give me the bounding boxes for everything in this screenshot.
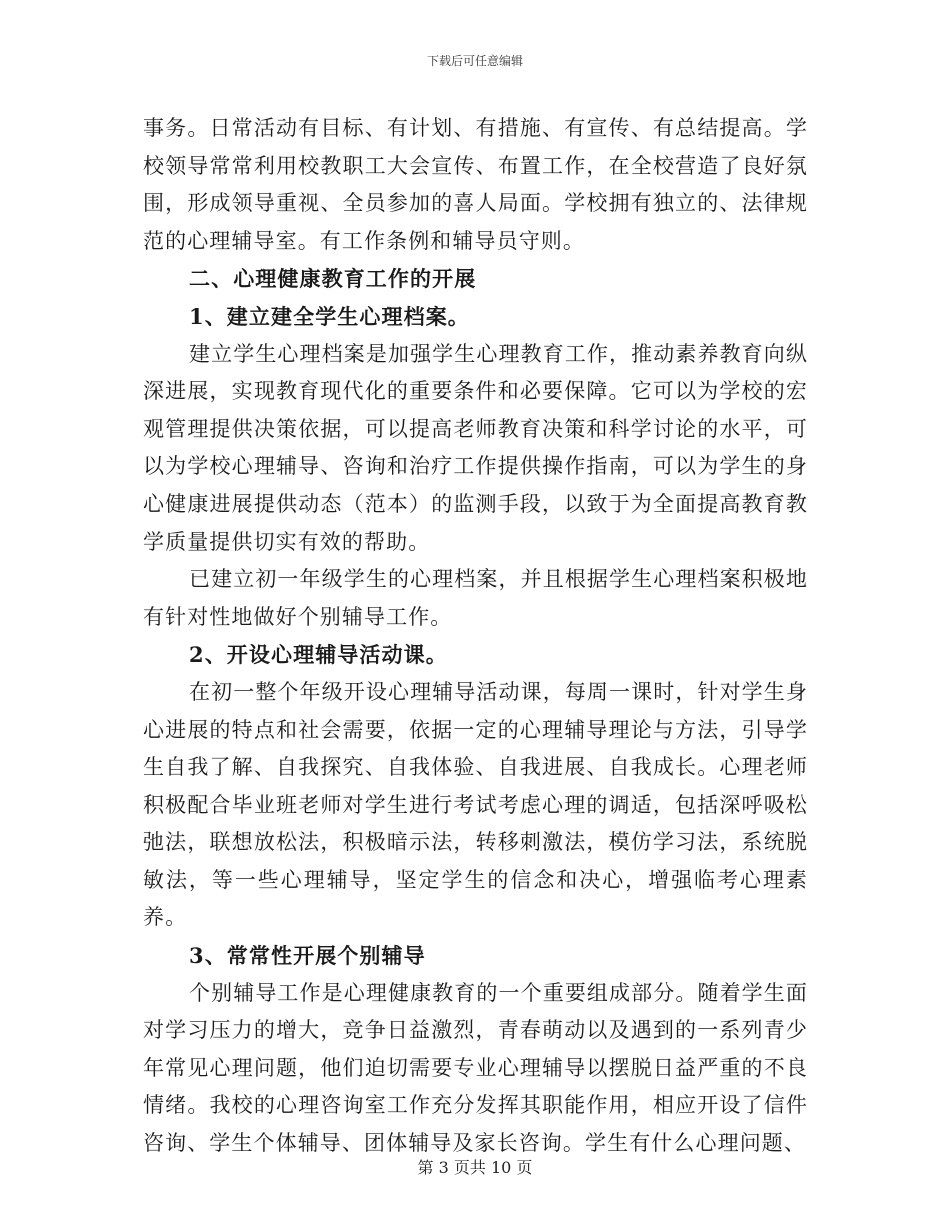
section-heading-2: 二、心理健康教育工作的开展 (189, 266, 477, 292)
paragraph-grade-archive: 已建立初一年级学生的心理档案，并且根据学生心理档案积极地有针对性地做好个别辅导工作。 (143, 567, 808, 629)
subheading-3: 3、常常性开展个别辅导 (189, 943, 426, 969)
page-header: 下载后可任意编辑 (426, 54, 523, 68)
paragraph-activity-class: 在初一整个年级开设心理辅导活动课，每周一课时，针对学生身心进展的特点和社会需要，依据一定的心理辅导理论与方法，引导学生自我了解、自我探究、自我体验、自我进展、自我成长。心理老师积极配合毕业班老师对学生进行考试考虑心理的调适，包括深呼吸松弛法，联想放松法，积极暗示法，转移刺激法，模仿学习法，系统脱敏法，等一些心理辅导，坚定学生的信念和决心，增强临考心理素养。 (143, 679, 808, 930)
subheading-2: 2、开设心理辅导活动课。 (189, 642, 448, 668)
paragraph-psych-archive: 建立学生心理档案是加强学生心理教育工作，推动素养教育向纵深进展，实现教育现代化的重要条件和必要保障。它可以为学校的宏观管理提供决策依据，可以提高老师教育决策和科学讨论的水平，可以为学校心理辅导、咨询和治疗工作提供操作指南，可以为学生的身心健康进展提供动态（范本）的监测手段，以致于为全面提高教育教学质量提供切实有效的帮助。 (143, 341, 808, 554)
document-body (143, 110, 808, 1163)
paragraph-individual-counseling: 个别辅导工作是心理健康教育的一个重要组成部分。随着学生面对学习压力的增大，竞争日益激烈，青春萌动以及遇到的一系列青少年常见心理问题，他们迫切需要专业心理辅导以摆脱日益严重的不良情绪。我校的心理咨询室工作充分发挥其职能作用，相应开设了信件咨询、学生个体辅导、团体辅导及家长咨询。学生有什么心理问题、 (143, 980, 808, 1156)
page-footer: 第 3 页共 10 页 (417, 1158, 533, 1177)
subheading-1: 1、建立建全学生心理档案。 (189, 303, 470, 329)
paragraph-school-affairs: 事务。日常活动有目标、有计划、有措施、有宣传、有总结提高。学校领导常常利用校教职工大会宣传、布置工作，在全校营造了良好氛围，形成领导重视、全员参加的喜人局面。学校拥有独立的、法律规范的心理辅导室。有工作条例和辅导员守则。 (143, 116, 808, 253)
